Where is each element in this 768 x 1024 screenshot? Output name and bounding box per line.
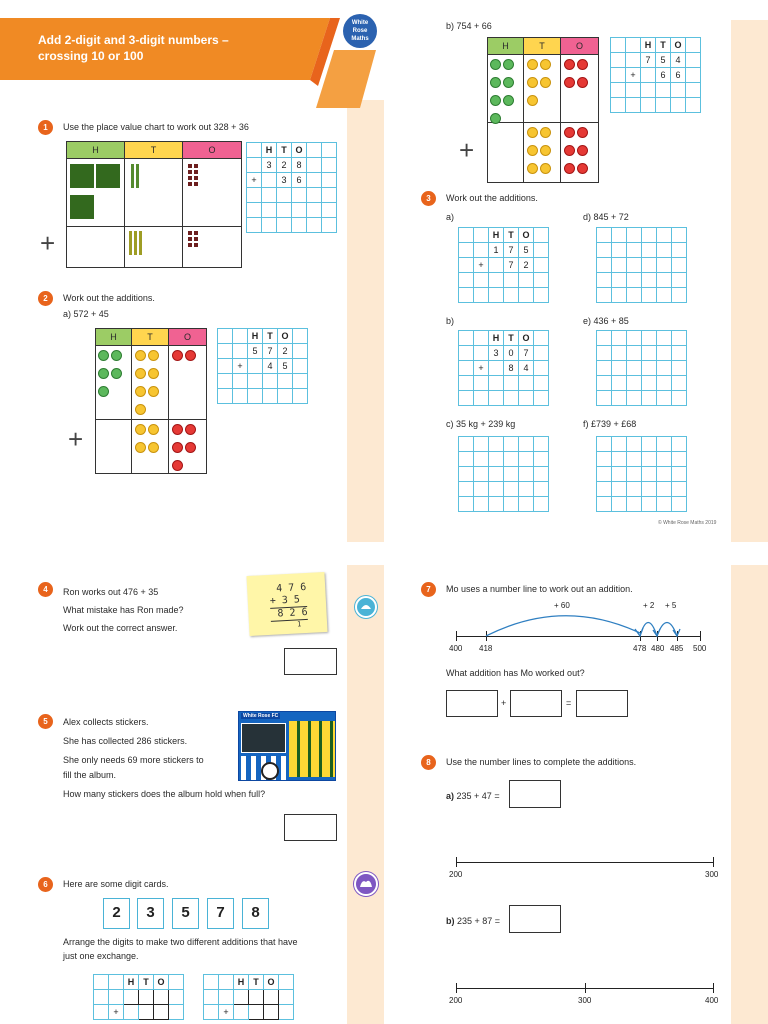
question-text: Alex collects stickers. She has collected 286 stickers. She only needs 69 more stickers to fill the album. How many stickers does the album hold when full? — [63, 717, 266, 799]
tick-label: 485 — [670, 644, 684, 653]
base-ten-blocks — [67, 159, 241, 267]
sticker-album-image — [238, 711, 336, 781]
question-number: 3 — [421, 191, 436, 206]
column-addition-grid: H T O 7 5 4 + 6 6 — [610, 37, 701, 113]
digit-card: 8 — [242, 898, 269, 929]
place-value-chart: H T O — [487, 37, 599, 183]
part-label: b) 754 + 66 — [446, 21, 492, 31]
question-number: 8 — [421, 755, 436, 770]
reasoning-icon — [355, 596, 377, 618]
header-accent — [316, 50, 376, 110]
plus-sign: + — [40, 228, 56, 258]
answer-box[interactable] — [576, 690, 628, 717]
question-number: 1 — [38, 120, 53, 135]
question-number: 7 — [421, 582, 436, 597]
column-addition-grid: H T O + — [203, 974, 294, 1020]
tens-counters-added — [526, 126, 560, 180]
column-addition-grid: H T O + — [93, 974, 184, 1020]
column-addition-grid: H T O 3 0 7 + 8 4 — [458, 330, 549, 406]
question-text: What addition has Mo worked out? — [446, 668, 585, 678]
answer-box[interactable] — [509, 780, 561, 808]
question-text: Arrange the digits to make two different additions that have just one exchange. — [63, 937, 298, 961]
column-addition-grid — [596, 436, 687, 512]
column-addition-grid — [596, 227, 687, 303]
question-text: Ron works out 476 + 35 What mistake has Ron made? Work out the correct answer. — [63, 587, 184, 633]
answer-box[interactable] — [446, 690, 498, 717]
equals-symbol: = — [566, 698, 572, 708]
question-text: Work out the additions. — [446, 193, 538, 203]
part-label: f) £739 + £68 — [583, 419, 637, 429]
part-label: d) 845 + 72 — [583, 212, 629, 222]
ones-counters-added — [563, 126, 597, 180]
tens-counters — [134, 349, 168, 421]
hundreds-counters — [489, 58, 523, 130]
tens-counters-added — [134, 423, 168, 459]
part-label: b) 235 + 87 = — [446, 916, 501, 926]
plus-sign: + — [459, 135, 475, 165]
digit-card: 5 — [172, 898, 199, 929]
question-number: 6 — [38, 877, 53, 892]
side-stripe-bottom-right — [731, 565, 768, 1024]
jump-label: + 2 — [643, 601, 655, 610]
question-text: Use the number lines to complete the additions. — [446, 757, 637, 767]
column-addition-grid: H T O 5 7 2 + 4 5 — [217, 328, 308, 404]
column-addition-grid — [596, 330, 687, 406]
tick-label: 400 — [449, 644, 463, 653]
tick-label: 400 — [705, 996, 719, 1005]
ones-counters-added — [171, 423, 205, 477]
part-label: a) 572 + 45 — [63, 309, 109, 319]
tick-label: 300 — [705, 870, 719, 879]
part-label: a) — [446, 212, 455, 222]
digit-card: 3 — [137, 898, 164, 929]
question-number: 5 — [38, 714, 53, 729]
digit-card: 2 — [103, 898, 130, 929]
number-line-jumps — [480, 605, 690, 641]
sticky-note — [246, 572, 327, 636]
tick-label: 200 — [449, 996, 463, 1005]
number-line — [456, 862, 714, 863]
hundreds-counters — [97, 349, 131, 403]
column-addition-grid — [458, 436, 549, 512]
question-text: Mo uses a number line to work out an addition. — [446, 584, 633, 594]
question-text: Use the place value chart to work out 328 + 36 — [63, 122, 249, 132]
ones-counters — [563, 58, 597, 94]
answer-box[interactable] — [284, 814, 337, 841]
question-number: 2 — [38, 291, 53, 306]
jump-label: + 5 — [665, 601, 677, 610]
football-icon — [261, 762, 279, 780]
tick-label: 478 — [633, 644, 647, 653]
question-text: Work out the additions. — [63, 293, 155, 303]
plus-sign: + — [68, 424, 84, 454]
column-addition-grid: H T O 3 2 8 + 3 6 — [246, 142, 337, 233]
tick-label: 500 — [693, 644, 707, 653]
jump-label: + 60 — [554, 601, 570, 610]
place-value-chart: H T O — [66, 141, 242, 268]
part-label: b) — [446, 316, 455, 326]
side-stripe-top-left — [347, 100, 384, 542]
tens-counters — [526, 58, 560, 112]
logo-badge: White Rose Maths — [343, 14, 377, 48]
part-label: e) 436 + 85 — [583, 316, 629, 326]
answer-box[interactable] — [284, 648, 337, 675]
note-working: 4 7 6 + 3 5 8 2 6 1 — [269, 581, 308, 629]
copyright: © White Rose Maths 2019 — [658, 520, 717, 526]
question-text: Here are some digit cards. — [63, 879, 169, 889]
page-title: Add 2-digit and 3-digit numbers – crossing 10 or 100 — [38, 33, 229, 64]
answer-box[interactable] — [509, 905, 561, 933]
part-label: c) 35 kg + 239 kg — [446, 419, 516, 429]
plus-symbol: + — [501, 698, 507, 708]
challenge-icon — [354, 872, 378, 896]
question-number: 4 — [38, 582, 53, 597]
header-banner — [0, 18, 340, 86]
side-stripe-top-right — [731, 20, 768, 542]
digit-card: 7 — [207, 898, 234, 929]
place-value-chart: H T O — [95, 328, 207, 474]
tick-label: 300 — [578, 996, 592, 1005]
album-title: White Rose FC — [243, 713, 279, 719]
tick-label: 200 — [449, 870, 463, 879]
tick-label: 480 — [651, 644, 665, 653]
side-stripe-bottom-left — [347, 565, 384, 1024]
ones-counters — [171, 349, 205, 367]
part-label: a) 235 + 47 = — [446, 791, 500, 801]
column-addition-grid: H T O 1 7 5 + 7 2 — [458, 227, 549, 303]
answer-box[interactable] — [510, 690, 562, 717]
tick-label: 418 — [479, 644, 493, 653]
